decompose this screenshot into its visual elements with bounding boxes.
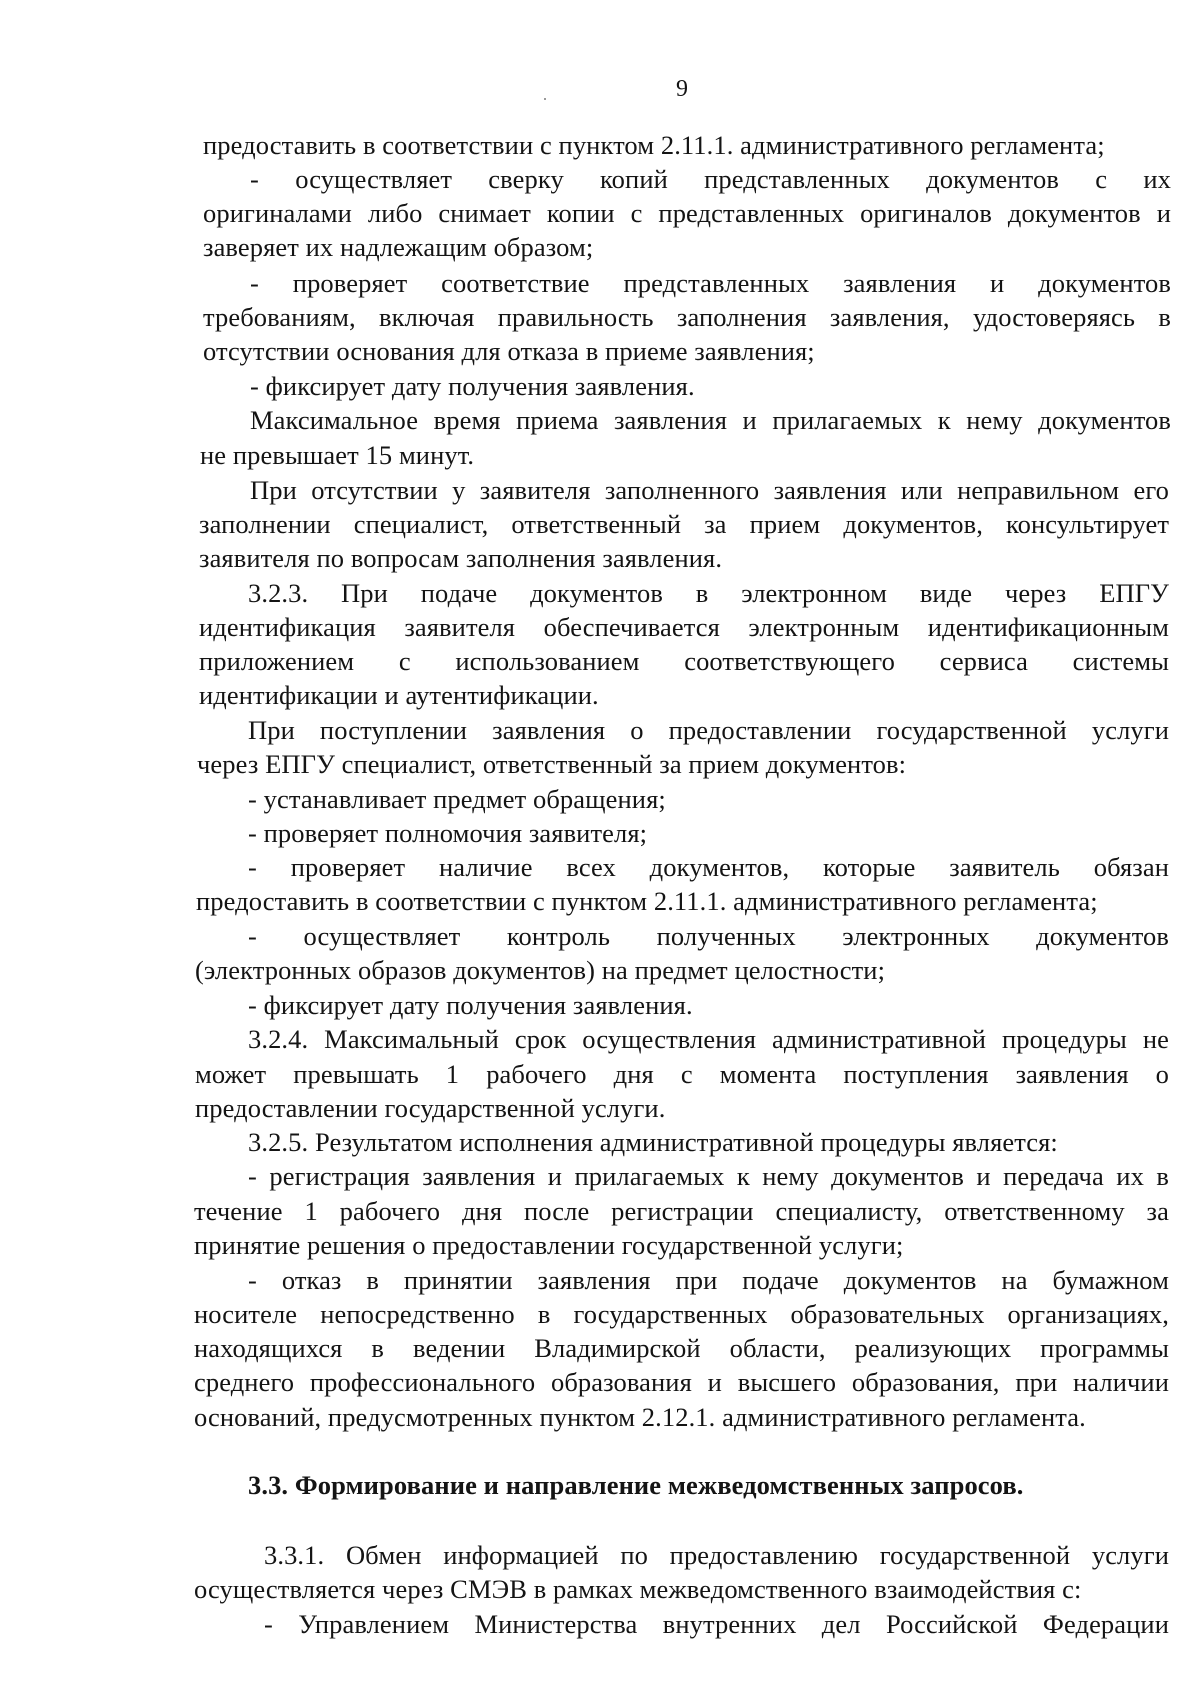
text-line: оснований, предусмотренных пунктом 2.12.1. административного регламента. xyxy=(194,1402,1086,1432)
text-line: идентификация заявителя обеспечивается электронным идентификационным xyxy=(199,612,1169,642)
text-line: Максимальное время приема заявления и прилагаемых к нему документов xyxy=(250,405,1171,435)
text-line: среднего профессионального образования и высшего образования, при наличии xyxy=(194,1367,1169,1397)
text-line: - проверяет соответствие представленных заявления и документов xyxy=(250,268,1171,298)
text-line: идентификации и аутентификации. xyxy=(199,680,599,710)
text-line: принятие решения о предоставлении государственной услуги; xyxy=(194,1230,904,1260)
text-line: приложением с использованием соответствующего сервиса системы xyxy=(199,646,1169,676)
text-line: При отсутствии у заявителя заполненного заявления или неправильном его xyxy=(250,475,1169,505)
text-line: оригиналами либо снимает копии с представленных оригиналов документов и xyxy=(203,198,1171,228)
text-line: - регистрация заявления и прилагаемых к нему документов и передача их в xyxy=(248,1161,1169,1191)
text-line: - проверяет наличие всех документов, которые заявитель обязан xyxy=(248,852,1169,882)
text-line: - осуществляет контроль полученных электронных документов xyxy=(248,921,1169,951)
text-line: может превышать 1 рабочего дня с момента поступления заявления о xyxy=(195,1059,1169,1089)
text-line: осуществляется через СМЭВ в рамках межведомственного взаимодействия с: xyxy=(194,1574,1082,1604)
text-line: - осуществляет сверку копий представленных документов с их xyxy=(250,164,1171,194)
section-heading: 3.3. Формирование и направление межведомственных запросов. xyxy=(248,1470,1024,1500)
text-line: носителе непосредственно в государственных образовательных организациях, xyxy=(194,1299,1169,1329)
text-line: течение 1 рабочего дня после регистрации специалисту, ответственному за xyxy=(194,1196,1169,1226)
text-line: - фиксирует дату получения заявления. xyxy=(248,990,693,1020)
text-line: 3.2.3. При подаче документов в электронном виде через ЕПГУ xyxy=(248,578,1169,608)
scan-speck xyxy=(544,98,546,100)
text-line: требованиям, включая правильность заполнения заявления, удостоверяясь в xyxy=(203,302,1171,332)
page-number: 9 xyxy=(676,76,688,102)
text-line: - проверяет полномочия заявителя; xyxy=(248,818,648,848)
text-line: (электронных образов документов) на предмет целостности; xyxy=(195,955,886,985)
text-line: При поступлении заявления о предоставлении государственной услуги xyxy=(248,715,1169,745)
text-line: находящихся в ведении Владимирской области, реализующих программы xyxy=(194,1333,1169,1363)
text-line: - фиксирует дату получения заявления. xyxy=(250,371,695,401)
text-line: предоставить в соответствии с пунктом 2.11.1. административного регламента; xyxy=(203,130,1105,160)
text-line: через ЕПГУ специалист, ответственный за прием документов: xyxy=(197,749,907,779)
text-line: 3.2.4. Максимальный срок осуществления административной процедуры не xyxy=(248,1024,1169,1054)
text-line: 3.3.1. Обмен информацией по предоставлению государственной услуги xyxy=(264,1540,1169,1570)
text-line: предоставлении государственной услуги. xyxy=(195,1093,666,1123)
text-line: заверяет их надлежащим образом; xyxy=(203,232,594,262)
text-line: предоставить в соответствии с пунктом 2.11.1. административного регламента; xyxy=(196,886,1098,916)
text-line: - отказ в принятии заявления при подаче документов на бумажном xyxy=(248,1265,1169,1295)
text-line: 3.2.5. Результатом исполнения административной процедуры является: xyxy=(248,1127,1058,1157)
text-line: заполнении специалист, ответственный за прием документов, консультирует xyxy=(199,509,1169,539)
text-line: - устанавливает предмет обращения; xyxy=(248,784,666,814)
text-line: заявителя по вопросам заполнения заявления. xyxy=(199,543,723,573)
text-line: отсутствии основания для отказа в приеме заявления; xyxy=(203,336,815,366)
text-line: не превышает 15 минут. xyxy=(200,440,475,470)
text-line: - Управлением Министерства внутренних дел Российской Федерации xyxy=(264,1609,1169,1639)
